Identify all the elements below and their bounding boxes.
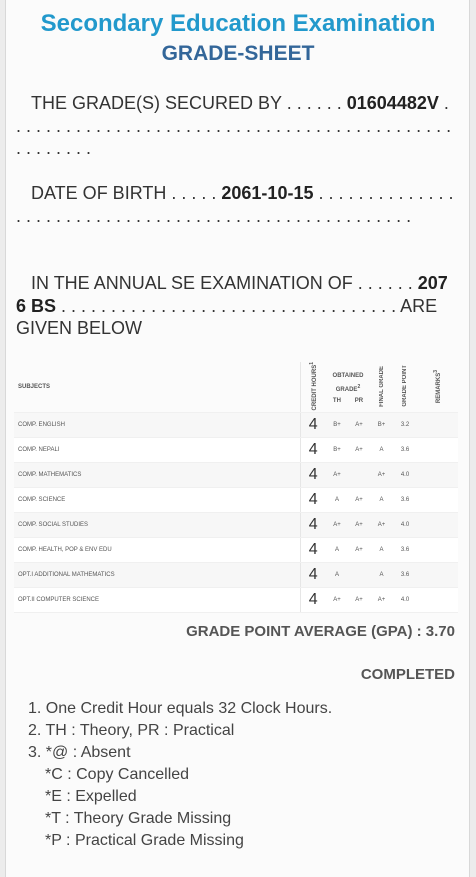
subject-name: COMP. SOCIAL STUDIES [14,513,300,538]
footnote-item: 1. One Credit Hour equals 32 Clock Hours. [28,700,333,717]
table-row [14,438,458,463]
credit-hours: 4 [300,538,326,563]
theory-grade: A [326,488,348,513]
theory-grade: A [326,563,348,588]
table-row [14,413,458,438]
remarks-cell [417,463,458,488]
theory-grade: A+ [326,463,348,488]
footnote-item: *T : Theory Grade Missing [45,810,232,827]
symbol-line-lead: THE GRADE(S) SECURED BY . . . . . . [31,93,342,113]
footnote-item: 2. TH : Theory, PR : Practical [28,722,235,739]
table-row [14,588,458,613]
footnote-item: 3. *@ : Absent [28,744,131,761]
header-grade-point: GRADE POINT [393,362,417,413]
exam-line-dots: . . . . . . . . . . . . . . . . . . . . . . . . . . . . . . . . . . [61,295,397,316]
practical-grade: A+ [348,513,370,538]
page-subtitle: GRADE-SHEET [161,42,315,65]
header-pr: PR [354,397,364,404]
table-row [14,463,458,488]
final-grade: A+ [370,588,393,613]
footnote-item: *P : Practical Grade Missing [45,832,244,849]
grade-point: 3.6 [393,488,417,513]
dob-line-lead: DATE OF BIRTH . . . . . [31,183,217,203]
final-grade: A [370,538,393,563]
header-obtained-grade [326,362,370,413]
grades-table [14,362,458,613]
page-title: Secondary Education Examination [40,10,436,37]
grade-point: 4.0 [393,463,417,488]
final-grade: A [370,563,393,588]
credit-hours: 4 [300,463,326,488]
subject-name: COMP. MATHEMATICS [14,463,300,488]
practical-grade: A+ [348,538,370,563]
subject-name: COMP. ENGLISH [14,413,300,438]
symbol-line [16,92,456,160]
theory-grade: B+ [326,438,348,463]
table-row [14,563,458,588]
credit-hours: 4 [300,488,326,513]
credit-hours: 4 [300,438,326,463]
subject-name: COMP. HEALTH, POP & ENV EDU [14,538,300,563]
practical-grade [348,563,370,588]
final-grade: B+ [370,413,393,438]
theory-grade: B+ [326,413,348,438]
theory-grade: A+ [326,588,348,613]
remarks-cell [417,438,458,463]
subject-name: COMP. SCIENCE [14,488,300,513]
practical-grade: A+ [348,438,370,463]
final-grade: A [370,438,393,463]
credit-hours: 4 [300,563,326,588]
subject-name: OPT.I ADDITIONAL MATHEMATICS [14,563,300,588]
header-subjects: SUBJECTS [14,362,300,413]
theory-grade: A+ [326,513,348,538]
remarks-cell [417,488,458,513]
exam-line-end: ARE GIVEN BELOW [16,295,438,338]
gpa-summary: GRADE POINT AVERAGE (GPA) : 3.70 [186,623,455,640]
remarks-cell [417,513,458,538]
grade-point: 4.0 [393,588,417,613]
dob-line-dots: . . . . . . . . . . . . . . . . . . . . . . . . . . . . . . . . . . . . . . . . . . . . . . . . . . . . . . [16,183,454,226]
grade-point: 3.6 [393,563,417,588]
credit-hours: 4 [300,588,326,613]
exam-line-lead: IN THE ANNUAL SE EXAMINATION OF . . . . . . [31,273,413,293]
practical-grade: A+ [348,413,370,438]
final-grade: A+ [370,463,393,488]
header-obtained-label: OBTAINED GRADE$^2$ [332,372,364,393]
header-remarks: REMARKS$^3$ [417,362,458,413]
grade-point: 3.2 [393,413,417,438]
exam-line [16,272,456,340]
practical-grade: A+ [348,588,370,613]
final-grade: A [370,488,393,513]
theory-grade: A [326,538,348,563]
remarks-cell [417,538,458,563]
symbol-number: 01604482V [346,93,439,113]
remarks-cell [417,413,458,438]
remarks-cell [417,588,458,613]
subject-name: COMP. NEPALI [14,438,300,463]
final-grade: A+ [370,513,393,538]
credit-hours: 4 [300,513,326,538]
table-header-row [14,362,458,413]
subject-name: OPT.II COMPUTER SCIENCE [14,588,300,613]
header-final-grade: FINAL GRADE [370,362,393,413]
dob-line [16,182,456,227]
footnotes [28,698,332,852]
footnote-item: *C : Copy Cancelled [45,766,190,783]
status-completed: COMPLETED [360,666,455,683]
header-th: TH [332,397,341,404]
exam-year: 2076 BS [16,273,448,316]
grade-point: 3.6 [393,538,417,563]
date-of-birth: 2061-10-15 [221,183,314,203]
symbol-line-dots: . . . . . . . . . . . . . . . . . . . . . . . . . . . . . . . . . . . . . . . . . . . . . . . . . . . . . [16,93,452,158]
credit-hours: 4 [300,413,326,438]
footnote-item: *E : Expelled [45,788,137,805]
table-row [14,488,458,513]
practical-grade [348,463,370,488]
practical-grade: A+ [348,488,370,513]
grade-point: 3.6 [393,438,417,463]
header-credit-hours: CREDIT HOURS$^1$ [300,362,326,413]
remarks-cell [417,563,458,588]
grade-point: 4.0 [393,513,417,538]
table-row [14,538,458,563]
table-row [14,513,458,538]
